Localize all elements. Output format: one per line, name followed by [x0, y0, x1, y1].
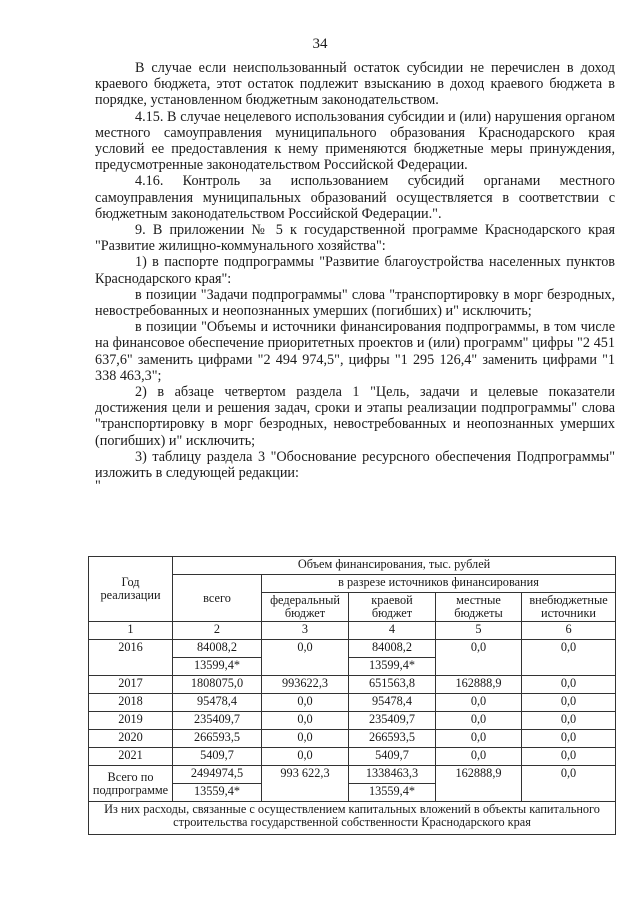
header-year: Год реализации [89, 557, 173, 622]
extra-cell: 0,0 [522, 730, 616, 748]
regional-cell: 235409,7 [349, 712, 436, 730]
table-row [89, 676, 616, 694]
document-body [95, 60, 615, 495]
year-cell: 2019 [89, 712, 173, 730]
paragraph: 2) в абзаце четвертом раздела 1 "Цель, задачи и целевые показатели достижения цели и решения задач, сроки и этапы реализации подпрограммы" слова "транспортировку в морг безродных, невостребованных и неопознанных умерших (погибших) и" исключить; [95, 384, 615, 449]
extra-cell: 0,0 [522, 694, 616, 712]
opening-quote: " [95, 478, 101, 495]
federal-cell: 993622,3 [262, 676, 349, 694]
regional-cell: 95478,4 [349, 694, 436, 712]
extra-cell: 0,0 [522, 676, 616, 694]
local-cell: 0,0 [436, 694, 522, 712]
extra-cell: 0,0 [522, 712, 616, 730]
column-number: 3 [262, 622, 349, 640]
extra-cell: 0,0 [522, 748, 616, 766]
summary-row [89, 766, 616, 784]
paragraph: в позиции "Задачи подпрограммы" слова "транспортировку в морг безродных, невостребованных и неопознанных умерших (погибших) и" исключить; [95, 286, 615, 320]
local-cell: 0,0 [436, 730, 522, 748]
header-sources: в разрезе источников финансирования [262, 575, 616, 593]
table-footnote: Из них расходы, связанные с осуществлением капитальных вложений в объекты капитального строительства государственной собственности Краснодарского края [89, 802, 616, 835]
paragraph: в позиции "Объемы и источники финансирования подпрограммы, в том числе на финансовое обеспечение приоритетных проектов и (или) программ" цифры "2 451 637,6" заменить цифрами "2 494 974,5", цифры "1 295 126,4" заменить цифрами "1 338 463,3"; [95, 319, 615, 384]
regional-cell: 266593,5 [349, 730, 436, 748]
table-row [89, 694, 616, 712]
federal-cell: 993 622,3 [262, 766, 349, 802]
regional-cell: 84008,2 [349, 640, 436, 658]
local-cell: 162888,9 [436, 766, 522, 802]
federal-cell: 0,0 [262, 730, 349, 748]
table-row [89, 640, 616, 658]
table-header-row [89, 557, 616, 575]
regional-capital-cell: 13599,4* [349, 658, 436, 676]
footnote-row [89, 802, 616, 835]
total-capital-cell: 13559,4* [173, 784, 262, 802]
column-number: 5 [436, 622, 522, 640]
column-number: 2 [173, 622, 262, 640]
header-total: всего [173, 575, 262, 622]
total-cell: 1808075,0 [173, 676, 262, 694]
local-cell: 162888,9 [436, 676, 522, 694]
header-extra: внебюджетные источники [522, 593, 616, 622]
year-cell: 2018 [89, 694, 173, 712]
local-cell: 0,0 [436, 640, 522, 676]
extra-cell: 0,0 [522, 766, 616, 802]
table-row [89, 730, 616, 748]
table-row [89, 712, 616, 730]
paragraph: 4.15. В случае нецелевого использования субсидии и (или) нарушения органом местного самоуправления муниципального образования Краснодарского края условий ее предоставления к нему применяются бюджетные меры принуждения, предусмотренные законодательством Российской Федерации. [95, 108, 615, 174]
regional-cell: 651563,8 [349, 676, 436, 694]
summary-label: Всего по подпрограмме [89, 766, 173, 802]
regional-cell: 1338463,3 [349, 766, 436, 784]
paragraph: 9. В приложении № 5 к государственной программе Краснодарского края "Развитие жилищно-коммунального хозяйства": [95, 222, 615, 255]
table-row [89, 748, 616, 766]
total-cell: 84008,2 [173, 640, 262, 658]
paragraph: 1) в паспорте подпрограммы "Развитие благоустройства населенных пунктов Краснодарского края": [95, 254, 615, 287]
funding-table [88, 556, 616, 835]
federal-cell: 0,0 [262, 712, 349, 730]
column-number: 4 [349, 622, 436, 640]
column-number: 6 [522, 622, 616, 640]
extra-cell: 0,0 [522, 640, 616, 676]
column-number-row [89, 622, 616, 640]
year-cell: 2020 [89, 730, 173, 748]
local-cell: 0,0 [436, 712, 522, 730]
federal-cell: 0,0 [262, 640, 349, 676]
year-cell: 2021 [89, 748, 173, 766]
funding-table-wrapper [88, 556, 615, 835]
header-funding: Объем финансирования, тыс. рублей [173, 557, 616, 575]
column-number: 1 [89, 622, 173, 640]
header-federal: федеральный бюджет [262, 593, 349, 622]
federal-cell: 0,0 [262, 694, 349, 712]
paragraph: 4.16. Контроль за использованием субсидий органами местного самоуправления муниципальных образований осуществляется в соответствии с бюджетным законодательством Российской Федерации.". [95, 173, 615, 222]
paragraph: 3) таблицу раздела 3 "Обоснование ресурсного обеспечения Подпрограммы" изложить в следующей редакции: [95, 448, 615, 482]
total-cell: 266593,5 [173, 730, 262, 748]
paragraph: В случае если неиспользованный остаток субсидии не перечислен в доход краевого бюджета, этот остаток подлежит взысканию в доход краевого бюджета в порядке, установленном бюджетным законодательством. [95, 60, 615, 109]
header-regional: краевой бюджет [349, 593, 436, 622]
regional-capital-cell: 13559,4* [349, 784, 436, 802]
year-cell: 2017 [89, 676, 173, 694]
year-cell: 2016 [89, 640, 173, 676]
page-number: 34 [312, 36, 328, 52]
header-local: местные бюджеты [436, 593, 522, 622]
local-cell: 0,0 [436, 748, 522, 766]
federal-cell: 0,0 [262, 748, 349, 766]
total-cell: 2494974,5 [173, 766, 262, 784]
total-cell: 5409,7 [173, 748, 262, 766]
total-cell: 95478,4 [173, 694, 262, 712]
total-capital-cell: 13599,4* [173, 658, 262, 676]
total-cell: 235409,7 [173, 712, 262, 730]
regional-cell: 5409,7 [349, 748, 436, 766]
